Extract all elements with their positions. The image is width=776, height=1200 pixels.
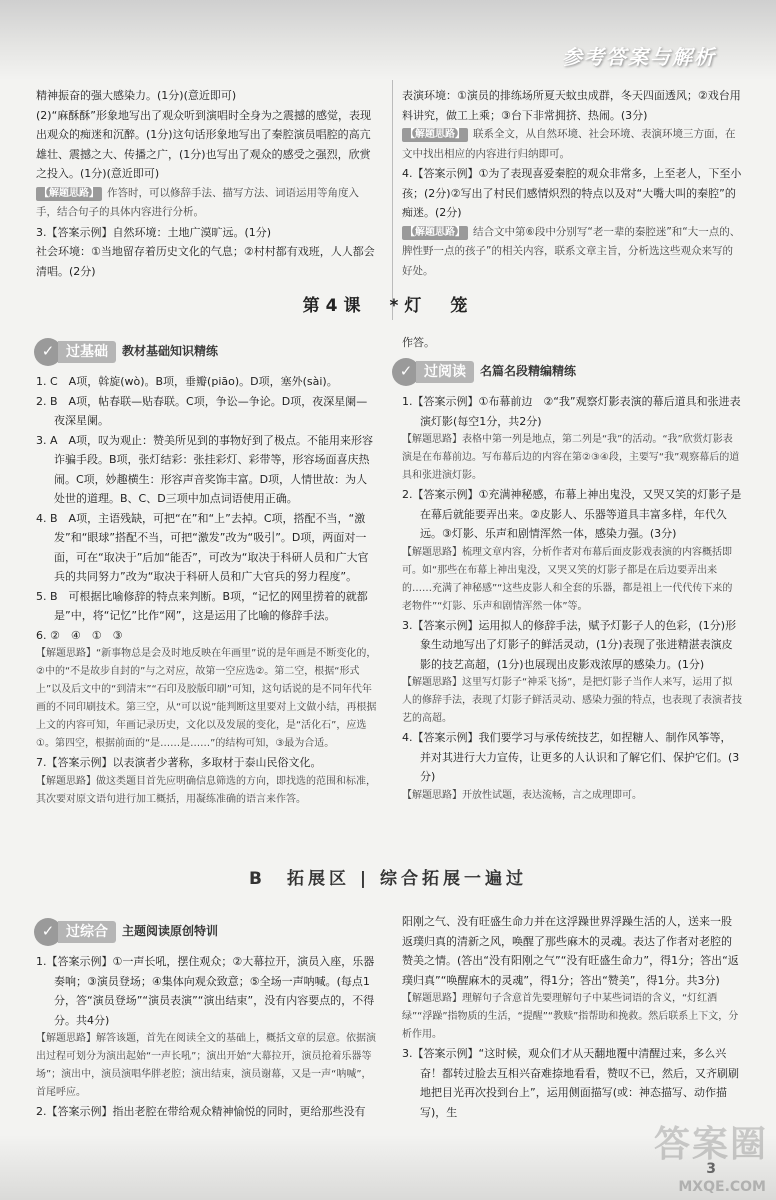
column-divider (392, 80, 393, 320)
watermark-url: MXQE.COM (678, 1179, 766, 1195)
answer-item: 7.【答案示例】以表演者少著称，多取材于泰山民俗文化。 (36, 756, 322, 769)
analysis-text (36, 184, 378, 223)
answer-item: 2.【答案示例】指出老腔在带给观众精神愉悦的同时，更给那些没有 (36, 1105, 366, 1118)
answer-text: 3.【答案示例】自然环境：土地广漠旷远。(1分) (36, 225, 272, 239)
top-right-column (402, 86, 742, 281)
analysis-text: 【解题思路】这里写灯影子“神采飞扬”，是把灯影子当作人来写，运用了拟人的修辞手法，表现了灯影子鲜活灵动、感染力强的特点，也表现了表演者技艺的高超。 (402, 677, 742, 724)
analysis-text (402, 125, 742, 164)
header-title: 参考答案与解析 (562, 45, 716, 69)
answer-item: 6. ② ④ ① ③ (36, 628, 123, 642)
answer-item: 2.【答案示例】①充满神秘感，布幕上神出鬼没，又哭又笑的灯影子是在幕后就能要弄出来。②皮影人、乐器等道具丰富多样，年代久远。③灯影、乐声和剧情浑然一体，感染力强。(3分) (402, 488, 742, 540)
answer-item: 1.【答案示例】①布幕前边 ②“我”观察灯影表演的幕后道具和张进表演灯影(每空1分，共2分) (402, 395, 741, 428)
banner-reading (392, 358, 622, 386)
answer-item: 4.【答案示例】我们要学习与承传统技艺，如捏糖人、制作风筝等，并对其进行大力宣传，让更多的人认识和了解它们、保护它们。(3分) (402, 731, 740, 783)
check-icon: ✓ (392, 358, 420, 386)
answer-text: 4.【答案示例】①为了表现喜爱秦腔的观众非常多，上至老人，下至小孩；(2分)②写出了村民们感情炽烈的特点以及对“大嘴大叫的秦腔”的痴迷。(2分) (402, 167, 742, 219)
analysis-tag: 【解题思路】 (402, 226, 468, 240)
check-icon: ✓ (34, 338, 62, 366)
analysis-body: 结合文中第⑥段中分别写“老一辈的秦腔迷”和“大一点的、脾性野一点的孩子”的相关内容，联系文章主旨，分析选这些观众来写的好处。 (402, 225, 741, 277)
analysis-tag: 【解题思路】 (402, 128, 468, 142)
answer-item: 3.【答案示例】运用拟人的修辞手法，赋予灯影子人的色彩，(1分)形象生动地写出了灯影子的鲜活灵动，(1分)表现了张进精湛表演皮影的技艺高超，(1分)也展现出皮影戏浓厚的感染力。(1分) (402, 618, 737, 671)
answer-item: 3. A A项，叹为观止：赞美所见到的事物好到了极点。不能用来形容诈骗手段。B项，张灯结彩：张挂彩灯、彩带等，形容场面喜庆热闹。C项，妙趣横生：形容声音奖饰丰富。D项，人情世故：为人处世的道理。B、C、D三项中加点词语使用正确。 (36, 433, 374, 505)
answer-text: 社会环境：①当地留存着历史文化的气息；②村村都有戏班，人人都会清唱。(2分) (36, 245, 375, 278)
analysis-text: 【解题思路】开放性试题，表达流畅，言之成理即可。 (402, 789, 642, 801)
analysis-text: 【解题思路】做这类题目首先应明确信息筛选的方向，即找选的范围和标准，其次要对原文语句进行加工概括，用凝练准确的语言来作答。 (36, 775, 376, 805)
answer-item: 4. B A项，主语残缺，可把“在”和“上”去掉。C项，搭配不当，“激发”和“眼球”搭配不当，可把“激发”改为“吸引”。D项，两面对一面，可在“取决于”后加“能否”，可改为“取决于科研人员和广大官兵的共同努力”改为“取决于科研人员和广大官兵的努力程度”。 (36, 511, 369, 583)
analysis-text: 【解题思路】解答该题，首先在阅读全文的基础上，概括文章的层意。依据演出过程可划分为演出起始“一声长吼”；演出开始“大幕拉开，演员抢着乐器等场”；演出中，演员演唱华胖老腔；演出结束，演员谢幕，又是一声“呐喊”，首尾呼应。 (36, 1033, 376, 1098)
banner-basics (34, 338, 264, 366)
banner-subtitle: 名篇名段精编精练 (480, 364, 577, 379)
banner-subtitle: 主题阅读原创特训 (122, 924, 219, 939)
watermark-logo: 答案圈 (653, 1124, 768, 1165)
analysis-body: 作答时，可以修辞手法、描写方法、词语运用等角度入手，结合句子的具体内容进行分析。 (36, 186, 359, 218)
answer-text: 阳刚之气、没有旺盛生命力并在这浮躁世界浮躁生活的人，送来一股返璞归真的清新之风，唤醒了那些麻木的灵魂。表达了作者对老腔的赞美之情。(答出“没有阳刚之气”“没有旺盛生命力”，得1分；答出“返璞归真”“唤醒麻木的灵魂”，得1分；答出“赞美”，得1分。共3分) (402, 915, 739, 987)
reading-answers (402, 392, 742, 805)
zone-title: B 拓展区 | 综合拓展一遍过 (248, 869, 527, 889)
page-number: 3 (706, 1161, 716, 1177)
right-intro (402, 333, 742, 353)
banner-comprehensive (34, 918, 264, 946)
answer-item: 3.【答案示例】“这时候，观众们才从天翻地覆中清醒过来，多么兴奋！都转过脸去互相兴奋难捺地看看，赞叹不已，然后，又齐刷刷地把目光再次投到台上”，运用侧面描写(或：神态描写、动作描写)，生 (402, 1047, 739, 1119)
answer-item: 1. C A项，斡旋(wò)。B项，垂瓣(piāo)。D项，塞外(sài)。 (36, 375, 338, 388)
answer-text: 精神振奋的强大感染力。(1分)(意近即可) (36, 89, 237, 102)
analysis-text: 【解题思路】梳理文章内容，分析作者对布幕后面皮影戏表演的内容概括即可。如“那些在布幕上神出鬼没，又哭又笑的灯影子都是在后边要弄出来的……充满了神秘感”“这些皮影人和全套的乐器，都是祖上一代代传下来的老物件”“灯影、乐声和剧情浑然一体”等。 (402, 546, 733, 612)
banner-subtitle: 教材基础知识精练 (122, 344, 219, 359)
comprehensive-answers-left (36, 952, 378, 1122)
analysis-text: 【解题思路】“新事物总是会及时地反映在年画里”说的是年画是不断变化的，②中的“不是故步自封的”与之对应，故第一空应选②。第二空，根据“形式上”以及后文中的“到清末”“石印及胶版印刷”可知，这句话说的是不同年代年画的不同印刷技术。第三空，从“可以说”能判断这里要对上文做小结，再根据上文的内容可知，年画记录历史，文化以及发展的变化，是“活化石”，应选①。第四空，根据前面的“是……是……”的结构可知，③最为合适。 (36, 648, 377, 749)
analysis-tag: 【解题思路】 (36, 187, 102, 201)
check-icon: ✓ (34, 918, 62, 946)
page-header (0, 0, 776, 80)
answer-text: (2)“麻酥酥”形象地写出了观众听到演唱时全身为之震撼的感觉，表现出观众的痴迷和沉醉。(1分)这句话形象地写出了秦腔演员唱腔的高亢雄壮、震撼之大、传播之广，(1分)也写出了观众的感受之强烈，欣赏之投入。(1分)(意近即可) (36, 108, 371, 180)
analysis-text (402, 223, 742, 282)
banner-name: 过基础 (58, 341, 116, 363)
analysis-text: 【解题思路】表格中第一列是地点，第二列是“我”的活动。“我”欣赏灯影表演是在布幕前边。写布幕后边的内容在第②③④段，主要写“我”观察幕后的道具和张进演灯影。 (402, 434, 740, 481)
answer-item: 1.【答案示例】①一声长吼，摆住观众；②大幕拉开，演员入座，乐器奏响；③演员登场；④集体向观众致意；⑤全场一声呐喊。(每点1分，答“演员登场”“演员表演”“演出结束”，没有内容要点的，不得分。共4分) (36, 955, 375, 1027)
basics-answers (36, 372, 378, 809)
answer-item: 5. B 可根据比喻修辞的特点来判断。B项，“记忆的网里捞着的就都是”中，将“记忆”比作“网”，这是运用了比喻的修辞手法。 (36, 589, 368, 622)
analysis-body: 联系全文，从自然环境、社会环境、表演环境三方面，在文中找出相应的内容进行归纳即可。 (402, 128, 736, 160)
answer-item: 2. B A项，帖春联—贴春联。C项，争讼—争论。D项，夜深星阑—夜深星阑。 (36, 394, 368, 427)
analysis-text: 【解题思路】理解句子含意首先要理解句子中某些词语的含义，“灯红酒绿”“浮躁”指物质的生活，“提醒”“教赎”指帮助和挽救。然后联系上下文，分析作用。 (402, 993, 739, 1040)
answer-text: 表演环境：①演员的排练场所夏天蚊虫成群，冬天四面透风；②戏台用料讲究，做工上乘；③台下非常拥挤、热闹。(3分) (402, 89, 741, 122)
comprehensive-answers-right (402, 912, 742, 1122)
lesson-title: 第4课 *灯 笼 (302, 296, 474, 316)
top-left-column (36, 86, 378, 281)
answer-text: 作答。 (402, 336, 435, 349)
banner-name: 过综合 (58, 921, 116, 943)
banner-name: 过阅读 (416, 361, 474, 383)
